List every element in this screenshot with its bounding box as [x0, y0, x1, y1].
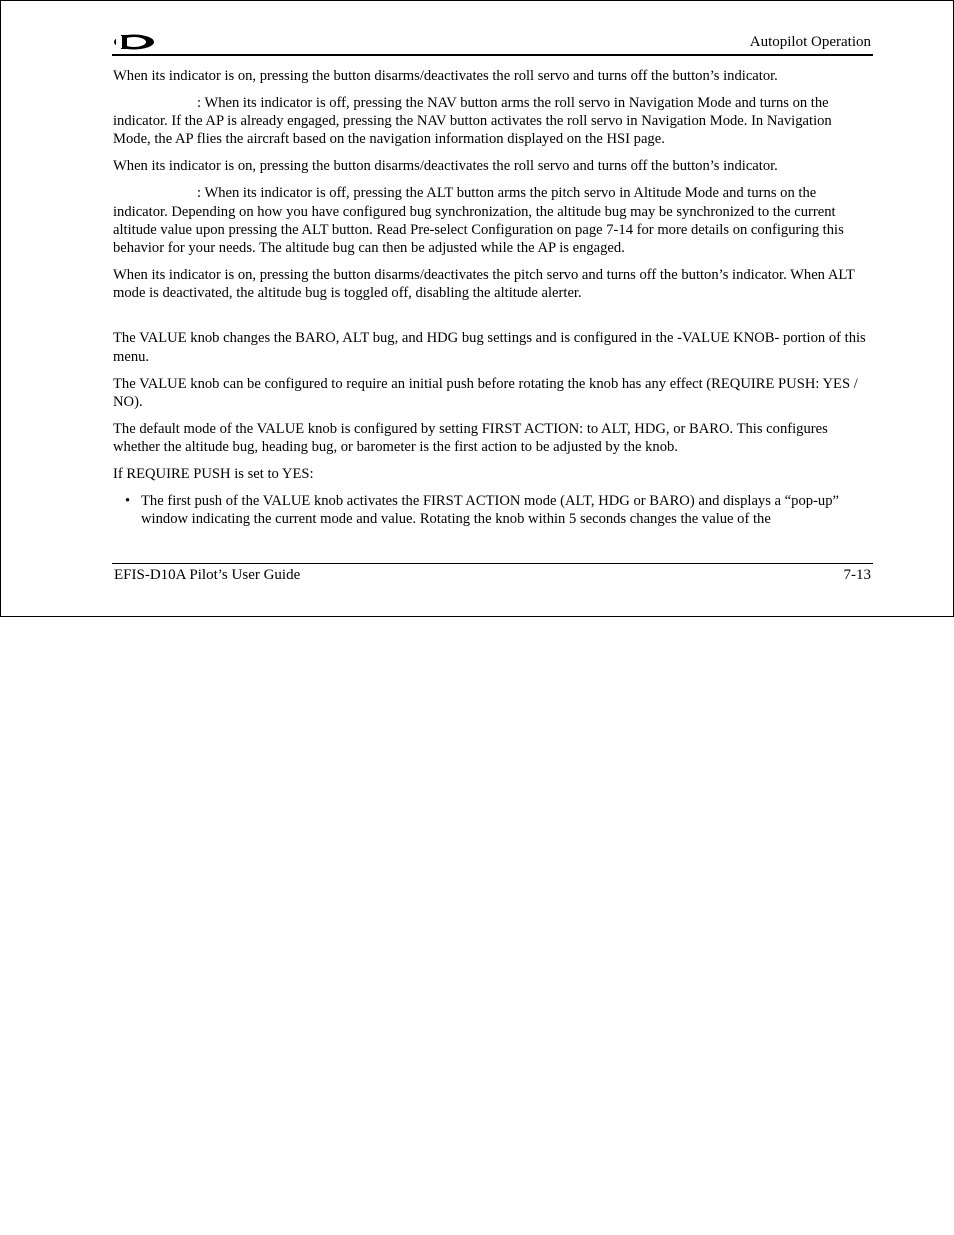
page-footer	[112, 563, 873, 586]
bullet-list	[113, 492, 871, 528]
paragraph: When its indicator is on, pressing the button disarms/deactivates the pitch servo and turns off the button’s indicator. When ALT mode is deactivated, the altitude bug is toggled off, disabling the altitude alerter.	[113, 267, 855, 302]
paragraph-text: : When its indicator is off, pressing the NAV button arms the roll servo in Navigation Mode and turns on the indicator. If the AP is already engaged, pressing the NAV button activates the roll servo in Navigation Mode. In Navigation Mode, the AP flies the aircraft based on the navigation information displayed on the HSI page.	[113, 95, 832, 148]
paragraph-alt-button	[113, 184, 871, 257]
page-number: 7-13	[843, 567, 871, 583]
paragraph: When its indicator is on, pressing the button disarms/deactivates the roll servo and turns off the button’s indicator.	[113, 68, 778, 84]
paragraph: The VALUE knob can be configured to require an initial push before rotating the knob has any effect (REQUIRE PUSH: YES / NO).	[113, 375, 858, 410]
page-header	[112, 32, 873, 56]
list-item-text: The first push of the VALUE knob activates the FIRST ACTION mode (ALT, HDG or BARO) and displays a “pop-up” window indicating the current mode and value. Rotating the knob within 5 seconds changes the value of the	[141, 493, 839, 528]
document-page	[0, 0, 954, 617]
list-item	[125, 492, 871, 528]
paragraph-text: : When its indicator is off, pressing the ALT button arms the pitch servo in Altitude Mode and turns on the indicator. Depending on how you have configured bug synchronization, the altitude bug may be synchronized to the current altitude value upon pressing the ALT button. Read Pre-select Configuration on page 7-14 for more details on configuring this behavior for your needs. The altitude bug can then be adjusted while the AP is engaged.	[113, 185, 844, 257]
bullet-icon: •	[125, 493, 131, 510]
paragraph: The default mode of the VALUE knob is configured by setting FIRST ACTION: to ALT, HDG, or BARO. This configures whether the altitude bug, heading bug, or barometer is the first action to be adjusted by the knob.	[113, 420, 828, 456]
dynon-logo-icon	[112, 33, 156, 51]
paragraph: The VALUE knob changes the BARO, ALT bug, and HDG bug settings and is configured in the -VALUE KNOB- portion of this menu.	[113, 330, 866, 365]
section-title: Autopilot Operation	[749, 34, 871, 50]
paragraph-nav-button	[113, 94, 871, 149]
page-body	[113, 67, 871, 528]
paragraph: When its indicator is on, pressing the button disarms/deactivates the roll servo and turns off the button’s indicator.	[113, 158, 778, 175]
guide-title: EFIS-D10A Pilot’s User Guide	[114, 567, 301, 583]
paragraph: If REQUIRE PUSH is set to YES:	[113, 466, 314, 483]
